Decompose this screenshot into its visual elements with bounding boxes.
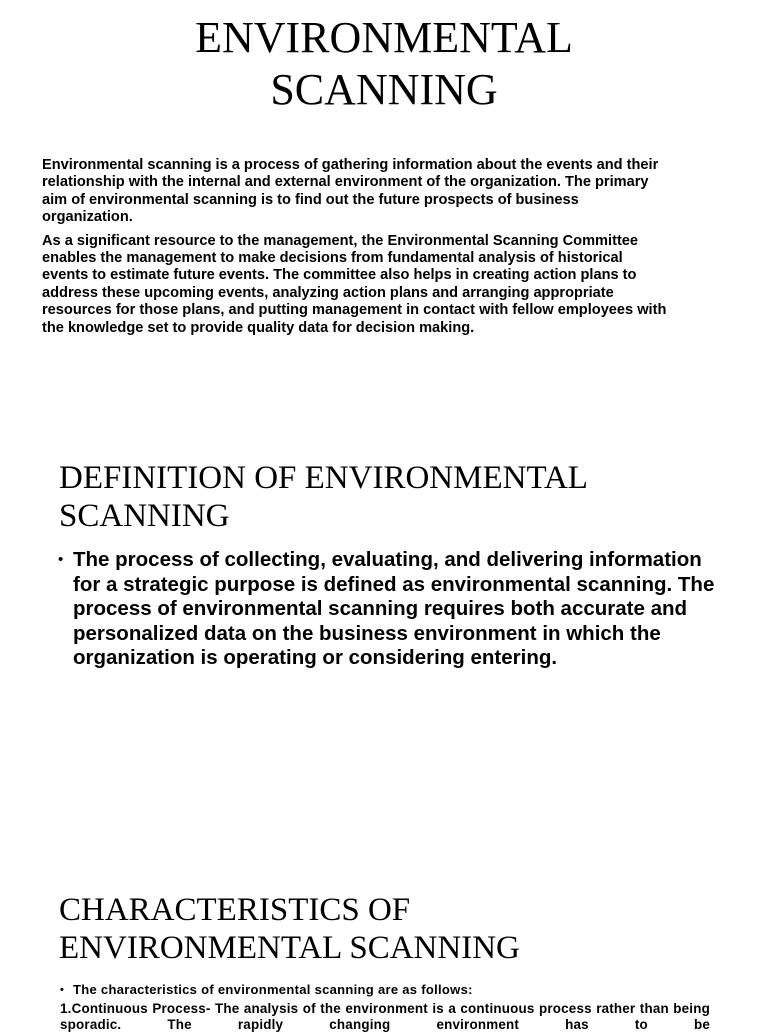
characteristics-heading-line-2: ENVIRONMENTAL SCANNING bbox=[59, 930, 520, 966]
definition-bullet bbox=[58, 548, 718, 671]
title-line-2: SCANNING bbox=[270, 65, 498, 114]
bullet-marker: • bbox=[58, 551, 64, 568]
definition-heading-line-2: SCANNING bbox=[59, 498, 230, 534]
definition-heading bbox=[59, 459, 588, 535]
title-line-1: ENVIRONMENTAL bbox=[195, 13, 573, 62]
slide-environmental-scanning bbox=[0, 12, 768, 116]
characteristics-intro bbox=[60, 982, 473, 998]
slide-body bbox=[42, 157, 667, 337]
characteristics-heading-line-1: CHARACTERISTICS OF bbox=[59, 892, 411, 928]
characteristics-intro-text: The characteristics of environmental scanning are as follows: bbox=[73, 982, 473, 997]
definition-text: The process of collecting, evaluating, and delivering information for a strategic purpose is defined as environmental scanning. The process of environmental scanning requires both accurate and personalized data on the business environment in which the organization is operating or considering entering. bbox=[73, 548, 715, 669]
definition-heading-line-1: DEFINITION OF ENVIRONMENTAL bbox=[59, 460, 588, 496]
slide-title bbox=[0, 12, 768, 116]
characteristics-heading bbox=[59, 891, 520, 967]
paragraph-2: As a significant resource to the management, the Environmental Scanning Committee enables the management to make decisions from fundamental analysis of historical events to estimate future events. The committee also helps in creating action plans to address these upcoming events, analyzing action plans and arranging appropriate resources for those plans, and putting management in contact with fellow employees with the knowledge set to provide quality data for decision making. bbox=[42, 232, 667, 336]
characteristic-item-1: 1.Continuous Process- The analysis of the environment is a continuous process rather than being sporadic. The rapidly changing environment has to be bbox=[60, 1001, 710, 1032]
intro-marker: • bbox=[60, 984, 65, 996]
paragraph-1: Environmental scanning is a process of gathering information about the events and their relationship with the internal and external environment of the organization. The primary aim of environmental scanning is to find out the future prospects of business organization. bbox=[42, 157, 659, 226]
